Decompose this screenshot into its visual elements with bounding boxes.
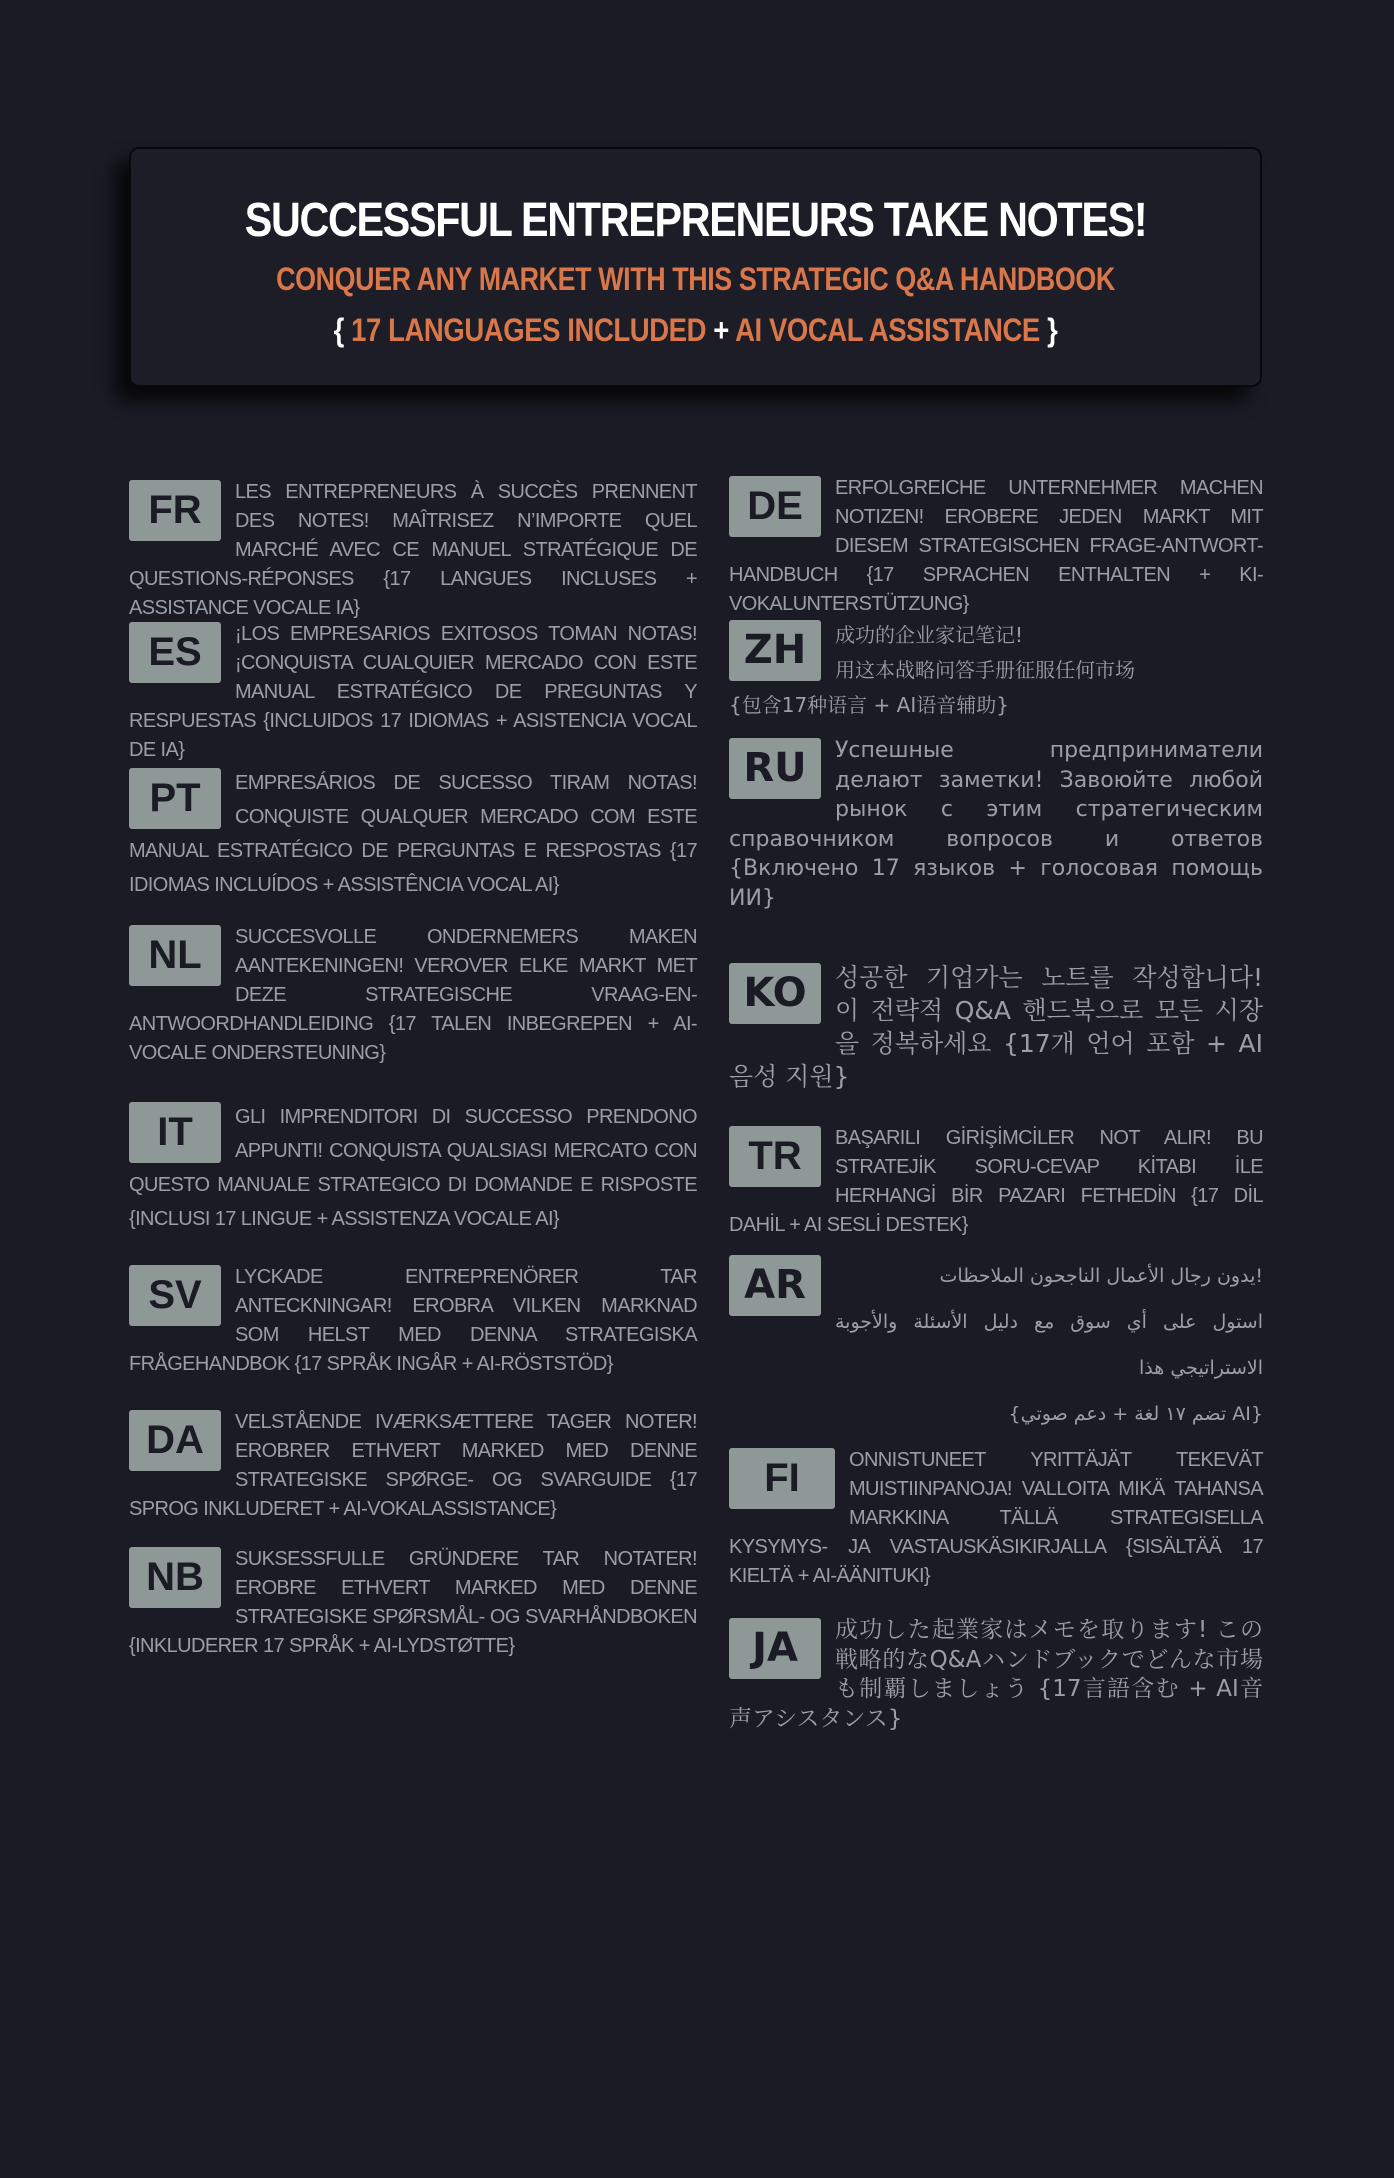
entry-de [729, 474, 1263, 619]
page-title: SUCCESSFUL ENTREPRENEURS TAKE NOTES! [244, 194, 1147, 247]
language-badge-pt: PT [129, 768, 221, 829]
entry-text-fi: ONNISTUNEET YRITTÄJÄT TEKEVÄT MUISTIINPANOJA! VALLOITA MIKÄ TAHANSA MARKKINA TÄLLÄ STRATEGISELLA KYSYMYS- JA VASTAUSKÄSIKIRJALLA {SISÄLTÄÄ 17 KIELTÄ + AI-ÄÄNITUKI} [729, 1449, 1263, 1587]
language-badge-it: IT [129, 1102, 221, 1163]
entry-it [129, 1100, 697, 1236]
language-badge-ru: RU [729, 738, 821, 799]
entry-da [129, 1408, 697, 1524]
entry-text-ja: 成功した起業家はメモを取ります! この戦略的なQ&Aハンドブックでどんな市場も制覇しましょう {17言語含む + AI音声アシスタンス} [729, 1617, 1263, 1732]
header-tagline [210, 312, 1181, 349]
tagline-brace-open: { [333, 312, 344, 348]
tagline-languages: 17 LANGUAGES INCLUDED [351, 312, 707, 348]
entry-text-zh-note: {包含17种语言 + AI语音辅助} [729, 693, 1009, 717]
language-badge-de: DE [729, 476, 821, 537]
entry-text-zh-body: 用这本战略问答手册征服任何市场 [835, 658, 1135, 682]
entry-text-ar-body-end: الاستراتيجي هذا [1139, 1357, 1263, 1379]
page-subtitle: CONQUER ANY MARKET WITH THIS STRATEGIC Q&A HANDBOOK [276, 261, 1115, 297]
entry-es [129, 620, 697, 765]
language-badge-ko: KO [729, 963, 821, 1024]
language-badge-ar: AR [729, 1255, 821, 1316]
entry-text-tr: BAŞARILI GİRİŞİMCİLER NOT ALIR! BU STRATEJİK SORU-CEVAP KİTABI İLE HERHANGİ BİR PAZARI FETHEDİN {17 DİL DAHİL + AI SESLİ DESTEK} [729, 1127, 1263, 1236]
language-badge-fr: FR [129, 480, 221, 541]
language-badge-nl: NL [129, 925, 221, 986]
entry-text-nl: SUCCESVOLLE ONDERNEMERS MAKEN AANTEKENINGEN! VEROVER ELKE MARKT MET DEZE STRATEGISCHE VRAAG-EN-ANTWOORDHANDLEIDING {17 TALEN INBEGREPEN + AI-VOCALE ONDERSTEUNING} [129, 926, 697, 1064]
tagline-vocal: AI VOCAL ASSISTANCE [735, 312, 1040, 348]
entry-ko [729, 961, 1263, 1093]
language-badge-nb: NB [129, 1547, 221, 1608]
entry-text-es: ¡LOS EMPRESARIOS EXITOSOS TOMAN NOTAS! ¡CONQUISTA CUALQUIER MERCADO CON ESTE MANUAL ESTRATÉGICO DE PREGUNTAS Y RESPUESTAS {INCLUIDOS 17 IDIOMAS + ASISTENCIA VOCAL DE IA} [129, 623, 697, 761]
tagline-plus: + [713, 312, 729, 348]
entry-text-ar-note: {AI تضم ١٧ لغة + دعم صوتي} [1008, 1403, 1263, 1425]
language-badge-tr: TR [729, 1126, 821, 1187]
entry-text-nb: SUKSESSFULLE GRÜNDERE TAR NOTATER! EROBRE ETHVERT MARKED MED DENNE STRATEGISKE SPØRSMÅL- OG SVARHÅNDBOKEN {INKLUDERER 17 SPRÅK + AI-LYDSTØTTE} [129, 1548, 697, 1657]
entry-text-ko: 성공한 기업가는 노트를 작성합니다! 이 전략적 Q&A 핸드북으로 모든 시장을 정복하세요 {17개 언어 포함 + AI 음성 지원} [729, 963, 1263, 1091]
entry-text-pt: EMPRESÁRIOS DE SUCESSO TIRAM NOTAS! CONQUISTE QUALQUER MERCADO COM ESTE MANUAL ESTRATÉGICO DE PERGUNTAS E RESPOSTAS {17 IDIOMAS INCLUÍDOS + ASSISTÊNCIA VOCAL AI} [129, 772, 697, 896]
entry-text-da: VELSTÅENDE IVÆRKSÆTTERE TAGER NOTER! EROBRER ETHVERT MARKED MED DENNE STRATEGISKE SPØRGE- OG SVARGUIDE {17 SPROG INKLUDERET + AI-VOKALASSISTANCE} [129, 1411, 697, 1520]
entry-nl [129, 923, 697, 1068]
entry-text-it: GLI IMPRENDITORI DI SUCCESSO PRENDONO APPUNTI! CONQUISTA QUALSIASI MERCATO CON QUESTO MANUALE STRATEGICO DI DOMANDE E RISPOSTE {INCLUSI 17 LINGUE + ASSISTENZA VOCALE AI} [129, 1106, 697, 1230]
entry-ja [729, 1616, 1263, 1734]
entry-text-fr: LES ENTREPRENEURS À SUCCÈS PRENNENT DES NOTES! MAÎTRISEZ N’IMPORTE QUEL MARCHÉ AVEC CE MANUEL STRATÉGIQUE DE QUESTIONS-RÉPONSES {17 LANGUES INCLUSES + ASSISTANCE VOCALE IA} [129, 481, 697, 619]
entry-zh [729, 618, 1263, 723]
entry-text-de: ERFOLGREICHE UNTERNEHMER MACHEN NOTIZEN! EROBERE JEDEN MARKT MIT DIESEM STRATEGISCHEN FRAGE-ANTWORT-HANDBUCH {17 SPRACHEN ENTHALTEN + KI-VOKALUNTERSTÜTZUNG} [729, 477, 1263, 615]
language-badge-fi: FI [729, 1448, 835, 1509]
entry-ar [729, 1253, 1263, 1437]
language-badge-es: ES [129, 622, 221, 683]
entry-text-ru: Успешные предприниматели делают заметки! Завоюйте любой рынок с этим стратегическим справочником вопросов и ответов {Включено 17 языков + голосовая помощь ИИ} [729, 738, 1263, 911]
language-badge-da: DA [129, 1410, 221, 1471]
entry-fi [729, 1446, 1263, 1591]
entry-pt [129, 766, 697, 902]
entry-tr [729, 1124, 1263, 1240]
entry-ru [729, 736, 1263, 913]
entry-fr [129, 478, 697, 623]
entry-sv [129, 1263, 697, 1379]
entry-nb [129, 1545, 697, 1661]
language-badge-sv: SV [129, 1265, 221, 1326]
tagline-brace-close: } [1047, 312, 1058, 348]
entry-text-ar-body: استول على أي سوق مع دليل الأسئلة والأجوبة [835, 1311, 1263, 1333]
entry-text-ar-title: !يدون رجال الأعمال الناجحون الملاحظات [939, 1265, 1263, 1287]
language-badge-ja: JA [729, 1618, 821, 1679]
header-panel [129, 147, 1262, 387]
entry-text-sv: LYCKADE ENTREPRENÖRER TAR ANTECKNINGAR! EROBRA VILKEN MARKNAD SOM HELST MED DENNA STRATEGISKA FRÅGEHANDBOK {17 SPRÅK INGÅR + AI-RÖSTSTÖD} [129, 1266, 697, 1375]
entry-text-zh-title: 成功的企业家记笔记! [835, 623, 1024, 647]
language-badge-zh: ZH [729, 620, 821, 681]
